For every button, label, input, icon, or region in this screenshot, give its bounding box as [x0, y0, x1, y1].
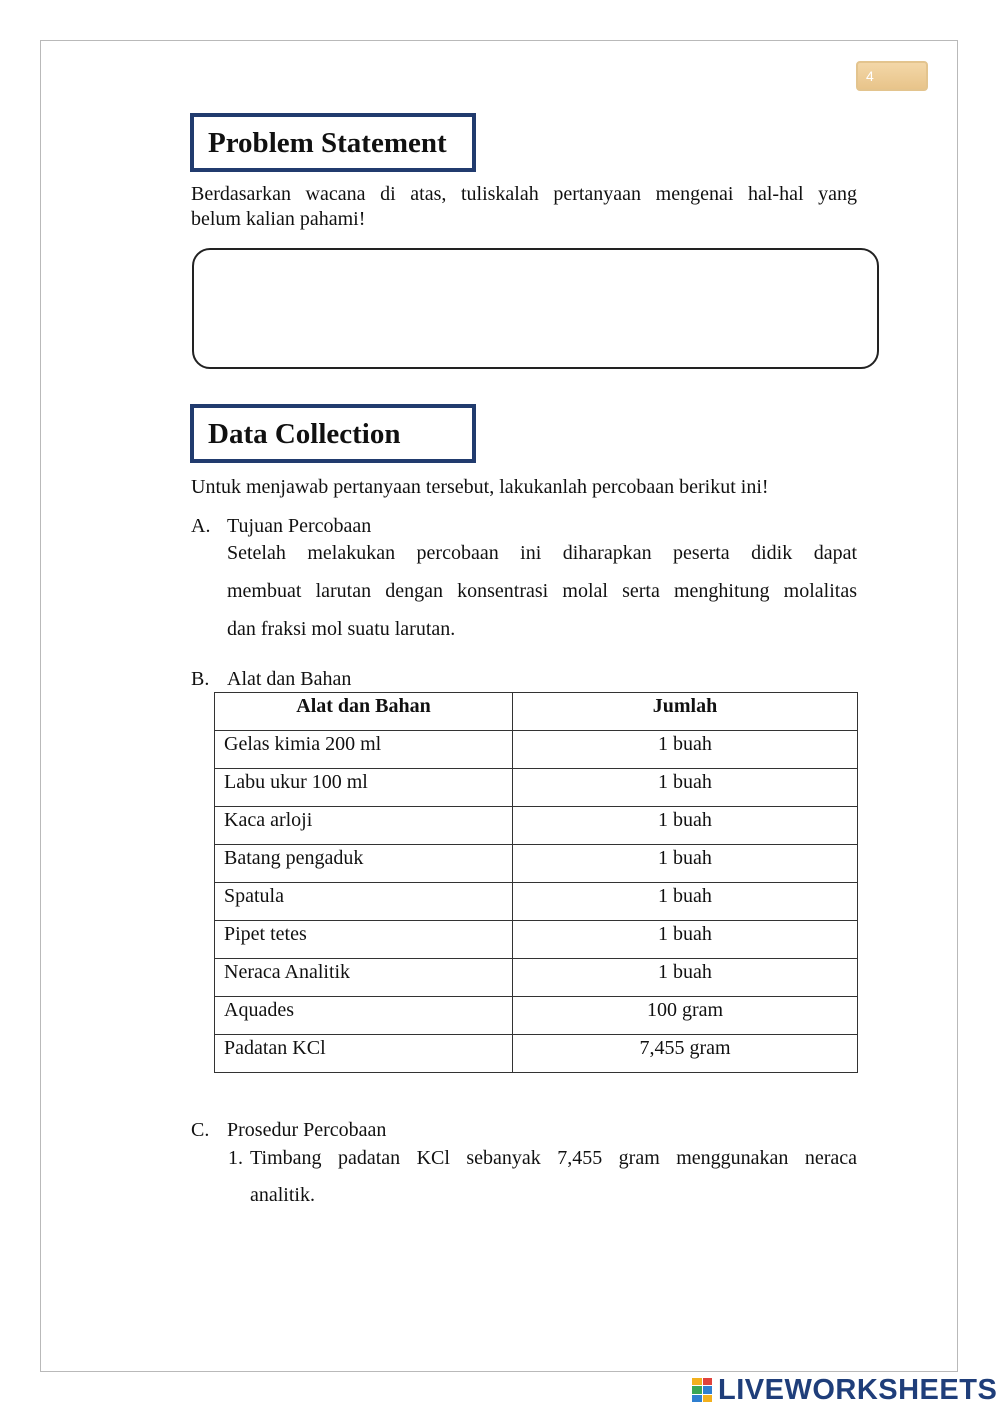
table-row	[215, 997, 858, 1035]
step-1-line-1: Timbang padatan KCl sebanyak 7,455 gram menggunakan neraca	[250, 1147, 857, 1169]
data-collection-title: Data Collection	[190, 404, 476, 463]
tool-quantity: 1 buah	[513, 959, 858, 997]
tool-quantity: 1 buah	[513, 845, 858, 883]
tool-name: Aquades	[215, 997, 513, 1035]
logo-letter	[692, 1386, 702, 1393]
data-collection-intro: Untuk menjawab pertanyaan tersebut, lakukanlah percobaan berikut ini!	[191, 476, 769, 498]
page-number: 4	[866, 68, 874, 84]
section-a-line-3: dan fraksi mol suatu larutan.	[227, 618, 456, 640]
table-row	[215, 1035, 858, 1073]
logo-letter	[703, 1386, 713, 1393]
table-row	[215, 959, 858, 997]
section-a-line-1: Setelah melakukan percobaan ini diharapkan peserta didik dapat	[227, 542, 857, 564]
header-tools: Alat dan Bahan	[215, 693, 513, 731]
tool-quantity: 1 buah	[513, 921, 858, 959]
section-b-title: Alat dan Bahan	[227, 668, 352, 690]
tool-quantity: 1 buah	[513, 769, 858, 807]
tool-name: Padatan KCl	[215, 1035, 513, 1073]
problem-instruction-line-2: belum kalian pahami!	[191, 208, 366, 230]
tool-name: Pipet tetes	[215, 921, 513, 959]
tool-quantity: 1 buah	[513, 731, 858, 769]
table-row	[215, 845, 858, 883]
header-quantity: Jumlah	[513, 693, 858, 731]
problem-instruction-line-1: Berdasarkan wacana di atas, tuliskalah pertanyaan mengenai hal-hal yang	[191, 183, 857, 205]
table-row	[215, 883, 858, 921]
table-row	[215, 731, 858, 769]
tool-name: Kaca arloji	[215, 807, 513, 845]
tools-table	[214, 692, 858, 1073]
section-a-line-2: membuat larutan dengan konsentrasi molal serta menghitung molalitas	[227, 580, 857, 602]
liveworksheets-logo[interactable]	[692, 1374, 997, 1406]
table-row	[215, 807, 858, 845]
step-1-number: 1.	[228, 1147, 243, 1169]
answer-textbox[interactable]	[192, 248, 879, 369]
logo-letter	[692, 1378, 702, 1385]
tool-name: Spatula	[215, 883, 513, 921]
section-c-title: Prosedur Percobaan	[227, 1119, 387, 1141]
problem-statement-title: Problem Statement	[190, 113, 476, 172]
section-b-label: B.	[191, 668, 210, 690]
tool-name: Batang pengaduk	[215, 845, 513, 883]
tool-quantity: 7,455 gram	[513, 1035, 858, 1073]
tool-name: Gelas kimia 200 ml	[215, 731, 513, 769]
tool-quantity: 1 buah	[513, 807, 858, 845]
tool-quantity: 1 buah	[513, 883, 858, 921]
tool-quantity: 100 gram	[513, 997, 858, 1035]
liveworksheets-logo-icon	[692, 1378, 712, 1402]
table-row	[215, 769, 858, 807]
section-a-label: A.	[191, 515, 211, 537]
page-number-badge	[856, 61, 928, 91]
table-header-row	[215, 693, 858, 731]
tool-name: Neraca Analitik	[215, 959, 513, 997]
table-row	[215, 921, 858, 959]
liveworksheets-brand-text: LIVEWORKSHEETS	[718, 1373, 998, 1406]
section-a-title: Tujuan Percobaan	[227, 515, 372, 537]
step-1-line-2: analitik.	[250, 1184, 315, 1206]
tool-name: Labu ukur 100 ml	[215, 769, 513, 807]
logo-letter	[703, 1378, 713, 1385]
section-c-label: C.	[191, 1119, 210, 1141]
